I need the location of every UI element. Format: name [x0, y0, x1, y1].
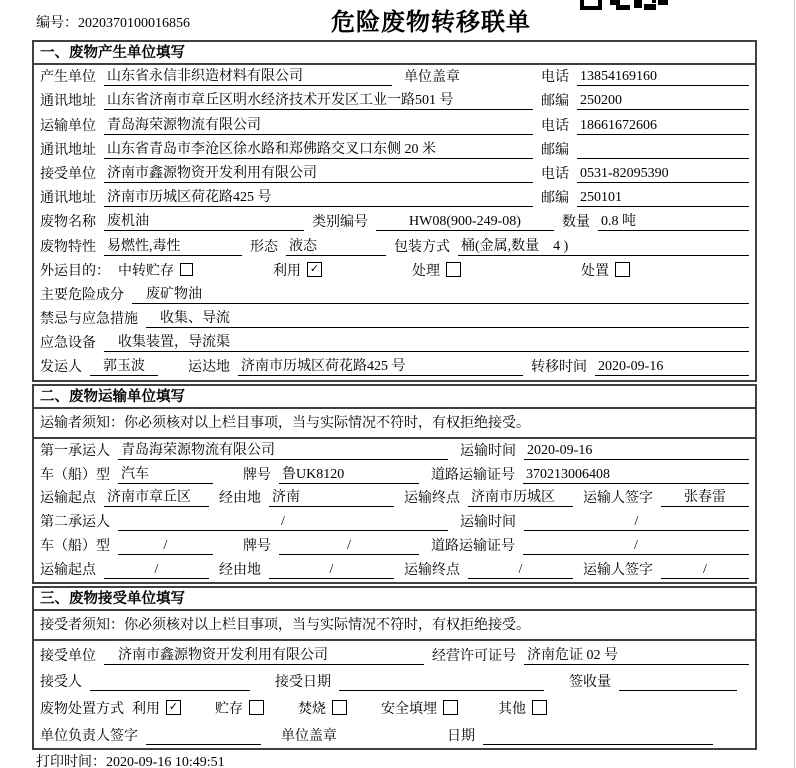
second-plate-field: /	[279, 538, 419, 555]
row-disposal-mode	[34, 694, 755, 721]
first-origin-label: 运输起点	[40, 491, 96, 507]
disposal-option-utilize	[132, 698, 181, 718]
destination-field: 济南市历城区荷花路425 号	[238, 355, 523, 376]
transfer-time-field: 2020-09-16	[595, 359, 749, 376]
unit-seal-label-3: 单位盖章	[281, 728, 337, 744]
row-receive-unit	[34, 162, 755, 186]
receive-date-field	[339, 690, 544, 691]
emergency-field: 收集、导流	[146, 307, 749, 328]
section-transport-title: 二、废物运输单位填写	[34, 386, 755, 409]
second-plate-label: 牌号	[243, 538, 271, 554]
responsible-sign-field	[146, 744, 261, 745]
first-plate-label: 牌号	[243, 467, 271, 483]
disposal-option-utilize-label: 利用	[132, 702, 160, 718]
date-field	[483, 744, 713, 745]
receive-postcode-label: 邮编	[541, 191, 569, 207]
receive-address-field: 济南市历城区荷花路425 号	[104, 186, 533, 207]
second-transport-time-field: /	[524, 514, 749, 531]
print-time-line	[36, 751, 225, 768]
producer-postcode-field: 250200	[577, 93, 749, 110]
purpose-option-transfer-storage-label: 中转贮存	[118, 263, 174, 279]
equipment-label: 应急设备	[40, 336, 96, 352]
purpose-option-dispose	[581, 260, 630, 280]
disposal-option-incinerate-label: 焚烧	[298, 702, 326, 718]
disposal-option-incinerate	[298, 698, 347, 718]
quantity-field: 0.8 吨	[598, 210, 749, 231]
first-terminus-field: 济南市历城区	[468, 486, 573, 507]
first-vehicle-type-field: 汽车	[118, 463, 213, 484]
producer-address-field: 山东省济南市章丘区明水经济技术开发区工业一路501 号	[104, 89, 533, 110]
row-receive-unit-3	[34, 641, 755, 668]
purpose-option-utilize-label: 利用	[273, 263, 301, 279]
second-road-permit-label: 道路运输证号	[431, 538, 515, 554]
second-vehicle-type-label: 车（船）型	[40, 538, 110, 554]
purpose-option-dispose-label: 处置	[581, 263, 609, 279]
second-via-field: /	[269, 562, 394, 579]
disposal-option-landfill-checkbox	[443, 700, 458, 715]
purpose-option-treat-checkbox	[446, 262, 461, 277]
row-purpose	[34, 259, 755, 283]
row-main-hazard	[34, 283, 755, 307]
first-road-permit-field: 370213006408	[523, 467, 749, 484]
serial-label: 编号：	[36, 16, 78, 31]
destination-label: 运达地	[188, 360, 230, 376]
checkbox-mark: ✓	[309, 262, 320, 275]
waste-character-field: 易燃性,毒性	[104, 235, 242, 256]
receive-unit-field-3: 济南市鑫源物资开发利用有限公司	[104, 644, 424, 665]
second-carrier-field: /	[118, 514, 448, 531]
transport-phone-label: 电话	[541, 118, 569, 134]
receive-phone-field: 0531-82095390	[577, 166, 749, 183]
first-transport-time-label: 运输时间	[460, 443, 516, 459]
emergency-label: 禁忌与应急措施	[40, 312, 138, 328]
transport-address-field: 山东省青岛市李沧区徐水路和郑佛路交叉口东侧 20 米	[104, 138, 533, 159]
row-transport-unit	[34, 113, 755, 137]
purpose-option-transfer-storage-checkbox	[180, 263, 193, 276]
producer-unit-label: 产生单位	[40, 70, 96, 86]
checkbox-mark: ✓	[168, 701, 179, 714]
received-qty-label: 签收量	[569, 675, 611, 691]
first-carrier-sign-label: 运输人签字	[583, 491, 653, 507]
first-plate-field: 鲁UK8120	[279, 463, 419, 484]
transport-unit-label: 运输单位	[40, 118, 96, 134]
first-carrier-label: 第一承运人	[40, 443, 110, 459]
disposal-option-storage-checkbox	[249, 700, 264, 715]
transport-postcode-field	[577, 158, 749, 159]
first-terminus-label: 运输终点	[404, 491, 460, 507]
second-terminus-field: /	[468, 562, 573, 579]
packing-label: 包装方式	[394, 239, 450, 255]
purpose-option-utilize	[273, 260, 322, 280]
row-waste-character	[34, 234, 755, 258]
producer-unit-field: 山东省永信非织造材料有限公司	[104, 65, 392, 86]
row-first-carrier	[34, 439, 755, 463]
first-via-field: 济南	[269, 486, 394, 507]
receive-unit-field: 济南市鑫源物资开发利用有限公司	[104, 162, 533, 183]
disposal-option-landfill-label: 安全填埋	[381, 702, 437, 718]
second-carrier-label: 第二承运人	[40, 515, 110, 531]
transport-notice: 运输者须知：你必须核对以上栏目事项，当与实际情况不符时，有权拒绝接受。	[34, 409, 755, 439]
first-origin-field: 济南市章丘区	[104, 486, 209, 507]
row-first-vehicle	[34, 463, 755, 487]
purpose-option-dispose-checkbox	[615, 262, 630, 277]
main-hazard-label: 主要危险成分	[40, 287, 124, 303]
responsible-sign-label: 单位负责人签字	[40, 728, 138, 744]
form-field: 液态	[286, 235, 386, 256]
quantity-label: 数量	[562, 215, 590, 231]
equipment-field: 收集装置，导流渠	[104, 331, 749, 352]
waste-character-label: 废物特性	[40, 239, 96, 255]
second-origin-field: /	[104, 562, 209, 579]
section-receive-title: 三、废物接受单位填写	[34, 588, 755, 611]
first-transport-time-field: 2020-09-16	[524, 443, 749, 460]
disposal-option-other	[498, 698, 547, 718]
receive-unit-label-3: 接受单位	[40, 648, 96, 664]
main-hazard-field: 废矿物油	[132, 283, 749, 304]
receive-unit-label: 接受单位	[40, 166, 96, 182]
receiver-field	[90, 690, 250, 691]
receive-address-label: 通讯地址	[40, 191, 96, 207]
section-producer	[32, 40, 757, 382]
second-terminus-label: 运输终点	[404, 562, 460, 578]
permit-no-field: 济南危证 02 号	[524, 644, 749, 665]
date-label: 日期	[447, 728, 475, 744]
receive-postcode-field: 250101	[577, 190, 749, 207]
purpose-option-transfer-storage	[118, 260, 193, 280]
transport-unit-field: 青岛海荣源物流有限公司	[104, 114, 533, 135]
row-second-carrier	[34, 510, 755, 534]
disposal-option-storage-label: 贮存	[215, 702, 243, 718]
purpose-option-treat-label: 处理	[412, 263, 440, 279]
first-carrier-field: 青岛海荣源物流有限公司	[118, 439, 448, 460]
unit-seal-label: 单位盖章	[404, 70, 460, 86]
receive-phone-label: 电话	[541, 166, 569, 182]
second-transport-time-label: 运输时间	[460, 515, 516, 531]
receive-date-label: 接受日期	[275, 675, 331, 691]
transport-postcode-label: 邮编	[541, 142, 569, 158]
shipper-label: 发运人	[40, 360, 82, 376]
second-via-label: 经由地	[219, 562, 261, 578]
purpose-option-treat	[412, 260, 461, 280]
row-shipper	[34, 355, 755, 379]
disposal-option-utilize-checkbox	[166, 700, 181, 715]
second-vehicle-type-field: /	[118, 538, 213, 555]
second-road-permit-field: /	[523, 538, 749, 555]
receiver-label: 接受人	[40, 675, 82, 691]
section-transport	[32, 384, 757, 584]
serial-value: 2020370100016856	[78, 16, 190, 31]
permit-no-label: 经营许可证号	[432, 648, 516, 664]
category-no-label: 类别编号	[312, 215, 368, 231]
row-producer-unit	[34, 65, 755, 89]
producer-phone-field: 13854169160	[577, 69, 749, 86]
row-second-vehicle	[34, 534, 755, 558]
second-carrier-sign-label: 运输人签字	[583, 562, 653, 578]
category-no-field: HW08(900-249-08)	[376, 214, 554, 231]
receive-notice: 接受者须知：你必须核对以上栏目事项，当与实际情况不符时，有权拒绝接受。	[34, 611, 755, 641]
packing-field: 桶(金属,数量 4 )	[458, 235, 749, 256]
row-emergency	[34, 307, 755, 331]
disposal-option-incinerate-checkbox	[332, 700, 347, 715]
waste-name-label: 废物名称	[40, 215, 96, 231]
section-producer-title: 一、废物产生单位填写	[34, 42, 755, 65]
received-qty-field	[619, 690, 737, 691]
qr-code-fragment	[580, 0, 670, 10]
disposal-option-storage	[215, 698, 264, 718]
producer-postcode-label: 邮编	[541, 94, 569, 110]
row-first-route	[34, 487, 755, 511]
row-responsible-sign	[34, 721, 755, 748]
disposal-option-other-label: 其他	[498, 702, 526, 718]
row-producer-address	[34, 89, 755, 113]
document-title: 危险废物转移联单	[331, 10, 531, 36]
shipper-field: 郭玉波	[90, 355, 158, 376]
first-carrier-sign-field: 张春雷	[661, 486, 749, 507]
disposal-option-other-checkbox	[532, 700, 547, 715]
row-second-route	[34, 558, 755, 582]
row-waste-name	[34, 210, 755, 234]
producer-phone-label: 电话	[541, 70, 569, 86]
serial-number-line	[36, 12, 190, 32]
page-right-edge	[794, 0, 795, 768]
row-transport-address	[34, 138, 755, 162]
second-carrier-sign-field: /	[661, 562, 749, 579]
waste-name-field: 废机油	[104, 210, 304, 231]
print-time-value: 2020-09-16 10:49:51	[106, 755, 225, 768]
purpose-option-utilize-checkbox	[307, 262, 322, 277]
disposal-option-landfill	[381, 698, 458, 718]
print-time-label: 打印时间：	[36, 755, 106, 768]
form-label: 形态	[250, 239, 278, 255]
transport-phone-field: 18661672606	[577, 118, 749, 135]
row-receive-address	[34, 186, 755, 210]
first-via-label: 经由地	[219, 491, 261, 507]
transport-address-label: 通讯地址	[40, 142, 96, 158]
row-equipment	[34, 331, 755, 355]
producer-address-label: 通讯地址	[40, 94, 96, 110]
first-road-permit-label: 道路运输证号	[431, 467, 515, 483]
purpose-label: 外运目的：	[40, 263, 110, 279]
row-receiver	[34, 668, 755, 695]
section-receive	[32, 586, 757, 750]
disposal-mode-label: 废物处置方式	[40, 702, 124, 718]
first-vehicle-type-label: 车（船）型	[40, 467, 110, 483]
second-origin-label: 运输起点	[40, 562, 96, 578]
transfer-time-label: 转移时间	[531, 360, 587, 376]
